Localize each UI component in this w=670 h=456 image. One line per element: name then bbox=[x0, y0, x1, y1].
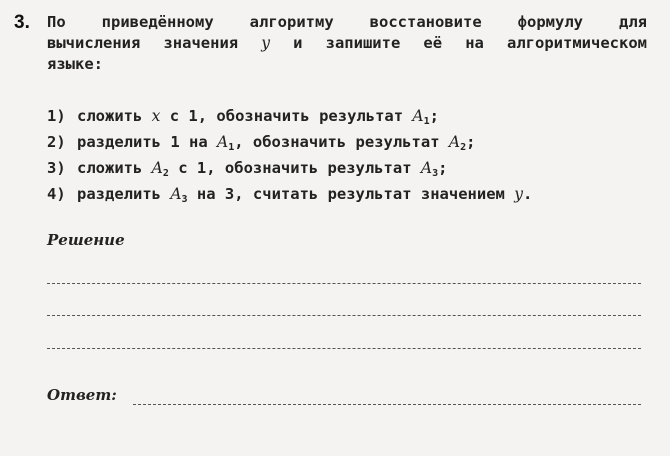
task-statement bbox=[47, 12, 647, 75]
step-text: с 1, обозначить результат bbox=[178, 159, 412, 177]
step-punct: ; bbox=[438, 159, 448, 177]
step-number: 1) bbox=[47, 107, 66, 125]
step-var: A bbox=[217, 133, 229, 151]
step-var: A bbox=[448, 133, 461, 151]
step-text: , обозначить результат bbox=[234, 133, 440, 151]
step-1 bbox=[47, 103, 532, 129]
step-subscript: 1 bbox=[423, 116, 430, 127]
task-line-2 bbox=[47, 33, 647, 54]
step-2 bbox=[47, 129, 532, 155]
task-line-3: языке: bbox=[47, 55, 103, 73]
step-var: A bbox=[420, 159, 433, 177]
task-line-1: По приведённому алгоритму восстановите формулу для bbox=[47, 13, 647, 31]
step-text: сложить bbox=[77, 107, 143, 125]
step-subscript: 2 bbox=[460, 142, 467, 153]
step-text: на 3, считать результат значением bbox=[196, 185, 505, 203]
step-punct: ; bbox=[466, 133, 476, 151]
solution-line-2[interactable] bbox=[47, 315, 641, 316]
step-punct: ; bbox=[429, 107, 439, 125]
answer-line[interactable] bbox=[133, 404, 641, 405]
task-line-2-b: и запишите её на алгоритмическом bbox=[293, 34, 647, 52]
solution-line-3[interactable] bbox=[47, 348, 641, 349]
step-var: y bbox=[514, 185, 523, 203]
step-text: разделить bbox=[77, 185, 161, 203]
step-subscript: 3 bbox=[432, 168, 439, 179]
step-number: 3) bbox=[47, 159, 66, 177]
step-3 bbox=[47, 155, 532, 181]
solution-line-1[interactable] bbox=[47, 283, 641, 284]
answer-label: Ответ: bbox=[47, 386, 117, 404]
step-punct: . bbox=[522, 185, 533, 203]
step-text: сложить bbox=[77, 159, 143, 177]
step-subscript: 3 bbox=[181, 194, 188, 205]
step-var: A bbox=[412, 107, 424, 125]
step-var: A bbox=[151, 159, 163, 177]
step-var: A bbox=[170, 185, 182, 203]
step-number: 2) bbox=[47, 133, 66, 151]
step-text: с 1, обозначить результат bbox=[169, 107, 404, 125]
step-text: разделить 1 на bbox=[77, 133, 208, 151]
step-subscript: 2 bbox=[162, 168, 169, 179]
task-line-2-a: вычисления значения bbox=[47, 34, 239, 52]
algorithm-steps bbox=[47, 103, 532, 207]
step-var: x bbox=[151, 107, 161, 125]
var-y: y bbox=[261, 34, 271, 52]
step-subscript: 1 bbox=[228, 142, 235, 153]
step-4 bbox=[47, 181, 532, 207]
step-number: 4) bbox=[47, 185, 66, 203]
task-number: 3. bbox=[14, 12, 30, 33]
solution-label: Решение bbox=[47, 231, 125, 249]
